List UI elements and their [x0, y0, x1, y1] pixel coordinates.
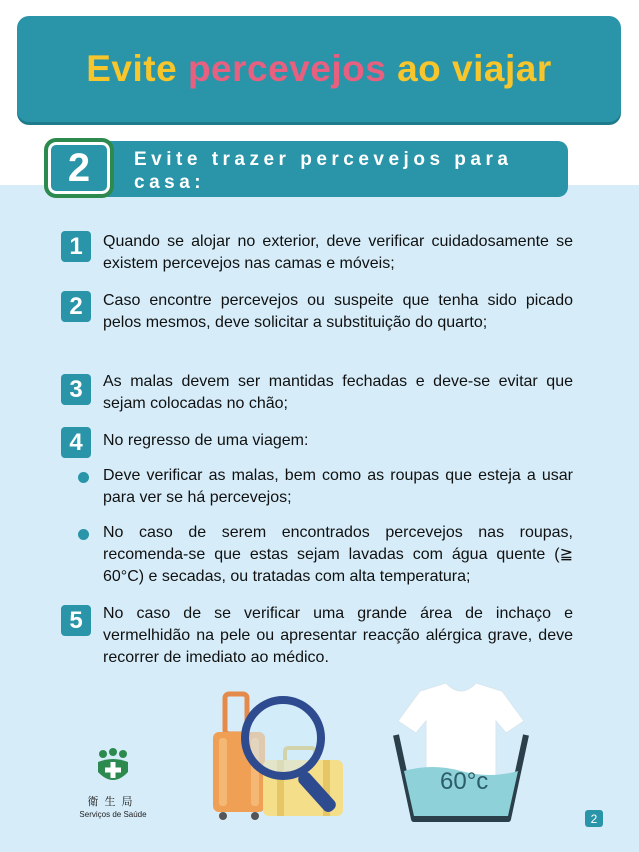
item-number-4: 4	[61, 427, 91, 458]
item-number-3: 3	[61, 374, 91, 405]
bullet-text-2: No caso de serem encontrados percevejos nas roupas, recomenda-se que estas sejam lavadas com água quente (≧ 60°C) e secadas, ou tratadas com alta temperatura;	[103, 524, 573, 585]
hot-water-wash-illustration	[392, 683, 530, 828]
bullet-dot-1	[78, 472, 89, 483]
item-number-2: 2	[61, 291, 91, 322]
logo-chinese-text: 衛生局	[87, 796, 139, 808]
logo-portuguese-text: Serviços de Saúde	[79, 810, 147, 819]
item-text-4: No regresso de uma viagem:	[103, 432, 309, 449]
item-text-2: Caso encontre percevejos ou suspeite que tenha sido picado pelos mesmos, deve solicitar a substituição do quarto;	[103, 292, 573, 331]
page-title: Evite percevejos ao viajar	[86, 48, 552, 89]
section-heading: Evite trazer percevejos para casa:	[134, 149, 513, 193]
item-number-5: 5	[61, 605, 91, 636]
page-number: 2	[585, 810, 603, 827]
item-text-3: As malas devem ser mantidas fechadas e deve-se evitar que sejam colocadas no chão;	[103, 373, 573, 412]
item-text-5: No caso de se verificar uma grande área de inchaço e vermelhidão na pele ou apresentar reacção alérgica grave, deve recorrer de imediato ao médico.	[103, 605, 573, 666]
health-services-emblem-icon	[96, 748, 130, 786]
temperature-label: 60°c	[440, 768, 489, 795]
section-number-badge: 2	[44, 138, 114, 198]
health-services-logo	[78, 748, 148, 819]
suitcase-magnifier-illustration	[205, 688, 370, 823]
item-number-1: 1	[61, 231, 91, 262]
bullet-text-1: Deve verificar as malas, bem como as roupas que esteja a usar para ver se há percevejos;	[103, 467, 573, 506]
item-text-1: Quando se alojar no exterior, deve verificar cuidadosamente se existem percevejos nas camas e móveis;	[103, 233, 573, 272]
title-banner	[17, 16, 621, 122]
bullet-dot-2	[78, 529, 89, 540]
shirt-icon	[398, 683, 524, 778]
